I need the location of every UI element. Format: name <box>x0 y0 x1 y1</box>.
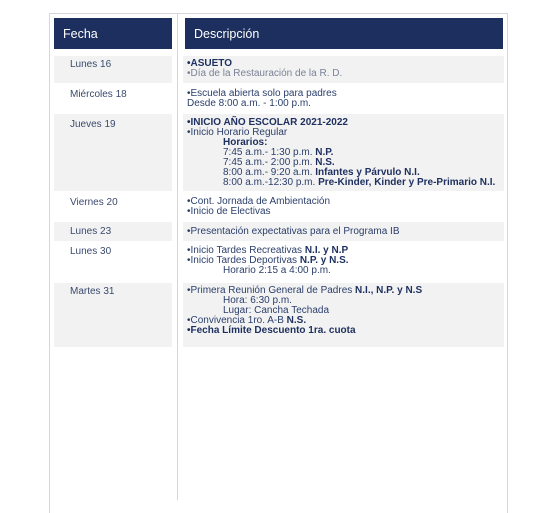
desc-line: •Primera Reunión General de Padres N.I., N.P. y N.S <box>187 285 423 296</box>
desc-line: Hora: 6:30 p.m. <box>223 295 292 306</box>
row-description <box>187 89 505 109</box>
row-date: Martes 31 <box>70 286 115 297</box>
desc-line: •INICIO AÑO ESCOLAR 2021-2022 <box>187 117 348 128</box>
desc-line: 8:00 a.m.-12:30 p.m. Pre-Kinder, Kinder y Pre-Primario N.I. <box>223 177 496 188</box>
desc-line: 8:00 a.m.- 9:20 a.m. Infantes y Párvulo N.I. <box>223 167 420 178</box>
row-description <box>187 197 505 217</box>
desc-line: •Escuela abierta solo para padres <box>187 88 337 99</box>
row-date: Jueves 19 <box>70 119 116 130</box>
desc-line: Lugar: Cancha Techada <box>223 305 330 316</box>
desc-line: Horarios: <box>223 137 268 148</box>
desc-line: •Fecha Límite Descuento 1ra. cuota <box>187 325 356 336</box>
desc-line: •Presentación expectativas para el Programa IB <box>187 226 400 237</box>
desc-line: •ASUETO <box>187 58 232 69</box>
desc-line: •Convivencia 1ro. A-B N.S. <box>187 315 307 326</box>
row-date: Lunes 30 <box>70 246 112 257</box>
desc-line: •Inicio de Electivas <box>187 206 271 217</box>
row-date: Miércoles 18 <box>70 89 127 100</box>
row-date: Lunes 16 <box>70 59 112 70</box>
desc-line: Horario 2:15 a 4:00 p.m. <box>223 265 331 276</box>
row-description <box>187 286 505 336</box>
row-date: Viernes 20 <box>70 197 118 208</box>
desc-line: Desde 8:00 a.m. - 1:00 p.m. <box>187 98 311 109</box>
desc-line: 7:45 a.m.- 2:00 p.m. N.S. <box>223 157 335 168</box>
desc-line: •Inicio Horario Regular <box>187 127 288 138</box>
desc-line: 7:45 a.m.- 1:30 p.m. N.P. <box>223 147 334 158</box>
desc-line: •Cont. Jornada de Ambientación <box>187 196 331 207</box>
desc-line: •Inicio Tardes Deportivas N.P. y N.S. <box>187 255 349 266</box>
header-descripcion: Descripción <box>185 18 503 49</box>
header-fecha: Fecha <box>54 18 172 49</box>
row-description <box>187 59 505 79</box>
row-description <box>187 246 505 276</box>
desc-line: •Inicio Tardes Recreativas N.I. y N.P <box>187 245 349 256</box>
row-date: Lunes 23 <box>70 226 112 237</box>
row-description <box>187 227 505 237</box>
desc-line: •Día de la Restauración de la R. D. <box>187 68 343 79</box>
row-description <box>187 118 505 188</box>
